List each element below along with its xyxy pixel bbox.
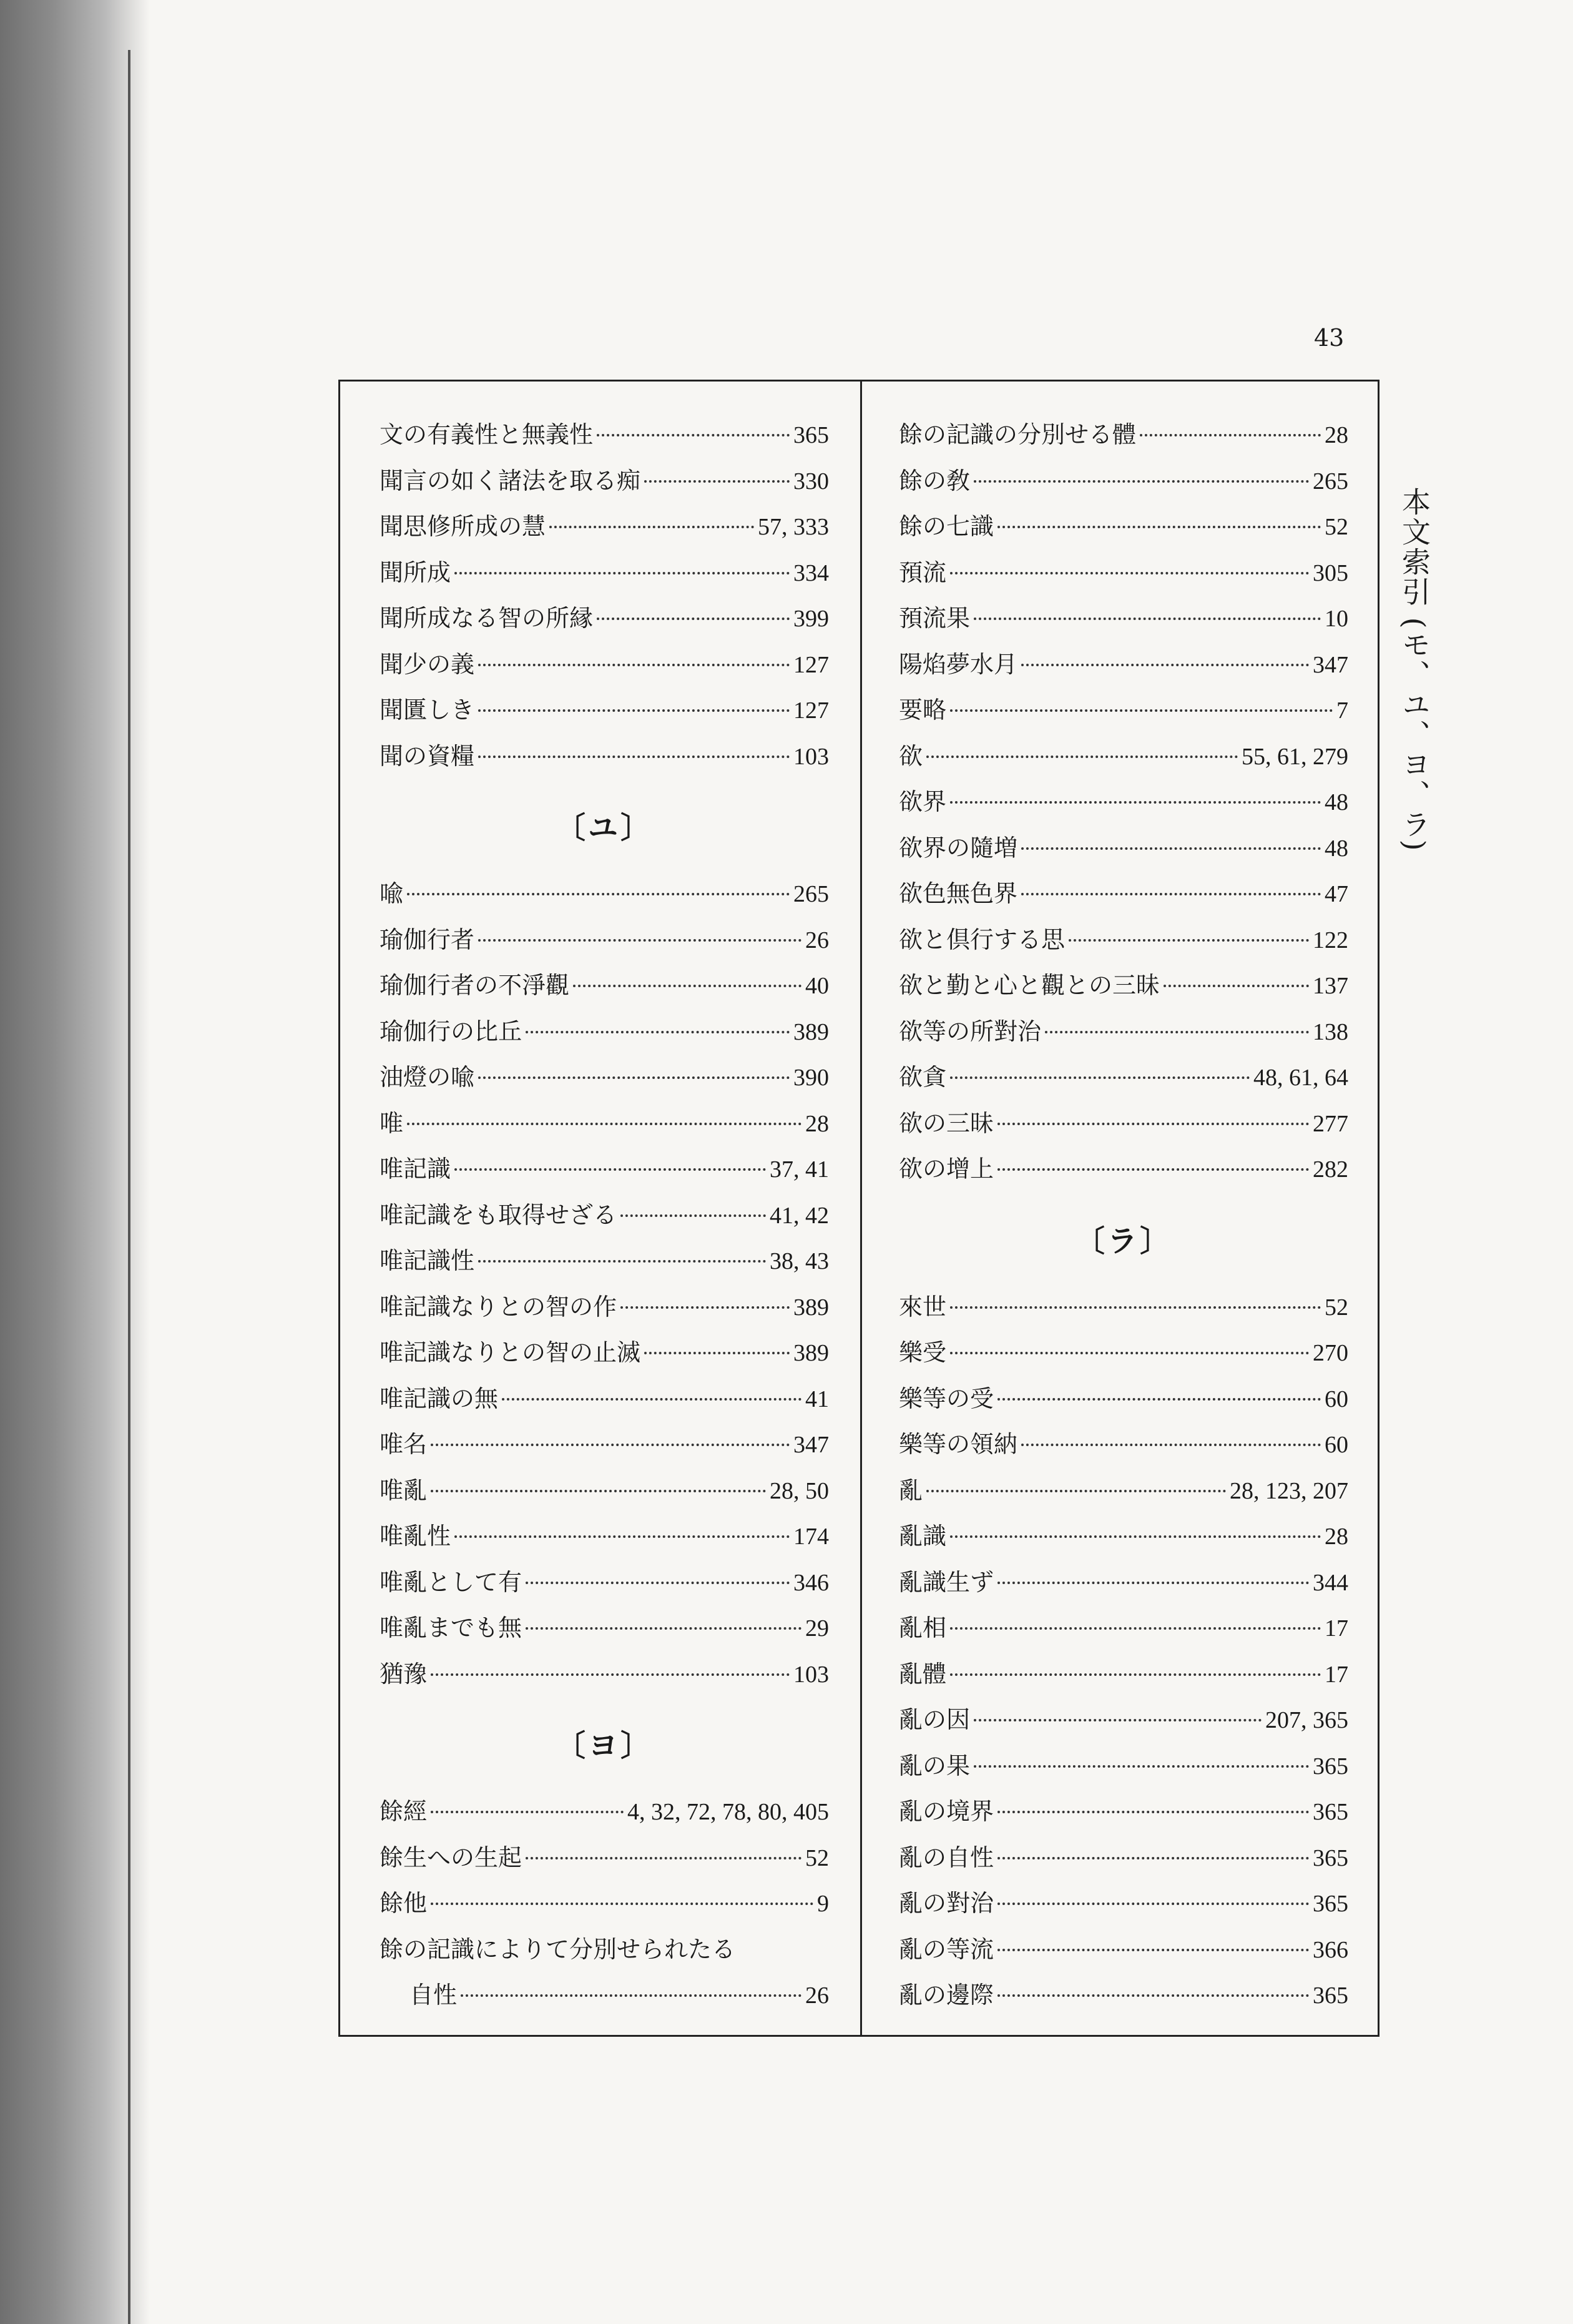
index-pages: 48 (1325, 835, 1348, 862)
leader-dots (644, 480, 790, 483)
leader-dots (950, 1673, 1321, 1676)
index-entry (380, 917, 829, 963)
index-pages: 389 (793, 1018, 829, 1045)
index-entry (380, 1835, 829, 1881)
leader-dots (478, 1260, 766, 1263)
index-pages: 365 (1313, 1753, 1348, 1780)
index-pages: 47 (1325, 881, 1348, 907)
leader-dots (950, 709, 1333, 712)
index-term: 唯記識をも取得せざる (380, 1201, 617, 1229)
leader-dots (1021, 893, 1321, 895)
index-pages: 103 (793, 743, 829, 770)
leader-dots (974, 1765, 1309, 1768)
leader-dots (1164, 985, 1309, 987)
index-entry (899, 596, 1348, 642)
leader-dots (1021, 664, 1309, 666)
index-pages: 127 (793, 697, 829, 724)
index-entry (380, 1468, 829, 1514)
index-pages: 29 (805, 1615, 829, 1642)
index-pages: 41 (805, 1386, 829, 1412)
index-term: 喩 (380, 880, 404, 907)
index-entry (899, 1789, 1348, 1835)
index-entry (899, 504, 1348, 550)
index-entry (899, 1560, 1348, 1606)
index-entry (899, 1009, 1348, 1055)
index-pages: 4, 32, 72, 78, 80, 405 (627, 1799, 829, 1825)
leader-dots (431, 1673, 790, 1676)
index-entry (380, 1146, 829, 1193)
index-term: 唯 (380, 1109, 404, 1137)
index-pages: 346 (793, 1569, 829, 1596)
section-heading-yu-text: 〔ユ〕 (555, 810, 653, 845)
index-entry (899, 1514, 1348, 1560)
leader-dots (454, 572, 790, 574)
index-entry (899, 550, 1348, 596)
index-pages: 137 (1313, 973, 1348, 999)
index-term: 餘經 (380, 1798, 428, 1825)
index-entry (380, 1193, 829, 1239)
index-pages: 277 (1313, 1110, 1348, 1137)
index-term: 聞思修所成の慧 (380, 513, 546, 540)
index-pages: 55, 61, 279 (1242, 743, 1348, 770)
index-pages: 127 (793, 651, 829, 678)
index-term: 欲 (899, 742, 923, 770)
index-pages: 37, 41 (770, 1156, 829, 1183)
index-term: 瑜伽行者の不淨觀 (380, 972, 570, 999)
index-term: 欲の三昧 (899, 1109, 994, 1137)
index-term: 樂受 (899, 1339, 947, 1366)
index-term: 樂等の領納 (899, 1430, 1018, 1458)
index-entry (899, 412, 1348, 458)
leader-dots (431, 1444, 790, 1446)
index-term: 欲界 (899, 788, 947, 815)
index-entry (899, 963, 1348, 1009)
index-entry (899, 1284, 1348, 1331)
index-term: 欲と勤と心と觀との三昧 (899, 972, 1160, 999)
index-term: 亂の因 (899, 1706, 971, 1733)
index-pages: 365 (1313, 1891, 1348, 1917)
leader-dots (997, 526, 1321, 528)
index-term: 瑜伽行者 (380, 925, 475, 953)
index-term: 來世 (899, 1292, 947, 1321)
leader-dots (950, 572, 1309, 574)
index-frame-top-rule (338, 380, 1379, 382)
index-pages: 389 (793, 1340, 829, 1366)
index-pages: 122 (1313, 927, 1348, 953)
index-entry (380, 1009, 829, 1055)
binding-gutter (0, 0, 150, 2324)
index-term: 唯記識の無 (380, 1384, 499, 1412)
index-entry (899, 1101, 1348, 1147)
index-term: 欲貪 (899, 1063, 947, 1091)
leader-dots (950, 1627, 1321, 1630)
index-pages: 347 (1313, 651, 1348, 678)
leader-dots (997, 1994, 1309, 1997)
index-term: 餘他 (380, 1889, 428, 1917)
leader-dots (431, 1903, 813, 1905)
index-pages: 52 (1325, 514, 1348, 540)
side-title: 本文索引 (モ、ユ、ヨ、ラ) (1398, 487, 1431, 852)
leader-dots (1069, 939, 1309, 942)
leader-dots (974, 1719, 1262, 1721)
leader-dots (950, 1076, 1250, 1079)
index-pages: 282 (1313, 1156, 1348, 1183)
index-term: 唯記識性 (380, 1247, 475, 1274)
leader-dots (502, 1398, 801, 1401)
leader-dots (478, 939, 801, 942)
index-pages: 9 (817, 1891, 829, 1917)
index-entry (380, 1055, 829, 1101)
index-pages: 174 (793, 1524, 829, 1550)
index-pages: 138 (1313, 1018, 1348, 1045)
index-pages: 41, 42 (770, 1202, 829, 1229)
index-term: 唯名 (380, 1430, 428, 1458)
section-heading-ra (899, 1193, 1348, 1284)
leader-dots (549, 526, 754, 528)
index-entry (380, 458, 829, 505)
index-pages: 389 (793, 1294, 829, 1321)
leader-dots (1045, 1031, 1309, 1033)
index-term: 瑜伽行の比丘 (380, 1017, 522, 1045)
leader-dots (997, 1903, 1309, 1905)
leader-dots (454, 1535, 790, 1538)
index-term: 唯亂までも無 (380, 1614, 522, 1642)
right-column (899, 412, 1348, 2019)
index-term: 餘の記識の分別せる體 (899, 421, 1137, 448)
index-entry (380, 871, 829, 917)
index-term: 餘の七識 (899, 513, 994, 540)
leader-dots (431, 1811, 624, 1813)
index-entry (380, 1789, 829, 1835)
index-term: 預流果 (899, 604, 971, 632)
index-pages: 28, 50 (770, 1477, 829, 1504)
index-term: 亂體 (899, 1660, 947, 1688)
index-entry (899, 871, 1348, 917)
index-entry (380, 963, 829, 1009)
index-term: 欲と倶行する思 (899, 925, 1066, 953)
index-term: 亂 (899, 1476, 923, 1504)
index-pages: 26 (805, 927, 829, 953)
index-term: 亂の自性 (899, 1843, 994, 1871)
index-entry (899, 1697, 1348, 1743)
index-pages: 265 (793, 881, 829, 907)
section-heading-yu (380, 779, 829, 871)
leader-dots (620, 1306, 790, 1309)
index-entry (899, 1743, 1348, 1790)
leader-dots (950, 801, 1321, 804)
leader-dots (526, 1031, 790, 1033)
leader-dots (526, 1582, 790, 1584)
leader-dots (926, 1490, 1226, 1492)
index-term: 唯亂性 (380, 1522, 451, 1550)
index-entry (380, 1238, 829, 1284)
leader-dots (926, 756, 1238, 758)
mo-tail-list (380, 412, 829, 779)
index-entry (899, 1422, 1348, 1468)
leader-dots (620, 1214, 766, 1217)
yo-continued-list (899, 412, 1348, 1193)
index-pages: 38, 43 (770, 1248, 829, 1274)
leader-dots (454, 1168, 766, 1171)
index-entry (380, 734, 829, 780)
index-pages: 365 (1313, 1799, 1348, 1825)
index-pages: 366 (1313, 1936, 1348, 1963)
index-entry (380, 1514, 829, 1560)
index-term: 欲等の所對治 (899, 1017, 1042, 1045)
yo-list (380, 1789, 829, 1927)
index-pages: 17 (1325, 1615, 1348, 1642)
index-entry (380, 596, 829, 642)
leader-dots (974, 480, 1309, 483)
page-number: 43 (1314, 324, 1345, 352)
leader-dots (478, 756, 790, 758)
leader-dots (997, 1857, 1309, 1859)
index-pages: 52 (1325, 1294, 1348, 1321)
index-term: 油燈の喩 (380, 1063, 475, 1091)
index-pages: 265 (1313, 468, 1348, 495)
index-entry (380, 1422, 829, 1468)
index-entry (380, 550, 829, 596)
index-pages: 365 (1313, 1844, 1348, 1871)
index-term: 聞匱しき (380, 696, 475, 724)
index-entry (380, 642, 829, 688)
index-entry (899, 687, 1348, 734)
index-pages: 60 (1325, 1386, 1348, 1412)
index-pages: 28, 123, 207 (1230, 1477, 1348, 1504)
index-term: 餘の敎 (899, 466, 971, 495)
index-pages: 28 (1325, 1524, 1348, 1550)
index-entry (380, 1560, 829, 1606)
index-entry-wrapped-first-line: 餘の記識によりて分別せられたる (380, 1935, 736, 1963)
index-entry (899, 1652, 1348, 1698)
index-term: 亂識 (899, 1522, 947, 1550)
index-pages: 60 (1325, 1432, 1348, 1458)
leader-dots (407, 1123, 801, 1125)
leader-dots (461, 1994, 801, 1997)
binding-edge-line (128, 50, 130, 2324)
index-entry (380, 687, 829, 734)
section-heading-yo (380, 1697, 829, 1789)
index-pages: 399 (793, 606, 829, 632)
index-entry (899, 1605, 1348, 1652)
index-entry (380, 1284, 829, 1331)
index-pages: 344 (1313, 1569, 1348, 1596)
leader-dots (597, 434, 790, 436)
leader-dots (526, 1857, 801, 1859)
section-heading-yo-text: 〔ヨ〕 (555, 1728, 653, 1763)
leader-dots (1021, 1444, 1321, 1446)
column-divider (860, 380, 862, 2036)
leader-dots (950, 1535, 1321, 1538)
leader-dots (1140, 434, 1321, 436)
section-heading-ra-text: 〔ラ〕 (1074, 1223, 1172, 1259)
index-term: 亂の境界 (899, 1798, 994, 1825)
yu-list (380, 871, 829, 1697)
index-entry (380, 1101, 829, 1147)
leader-dots (997, 1123, 1309, 1125)
index-term: 亂相 (899, 1614, 947, 1642)
index-pages: 26 (805, 1982, 829, 2009)
index-pages: 365 (1313, 1982, 1348, 2009)
index-entry (899, 779, 1348, 825)
index-term: 聞少の義 (380, 650, 475, 678)
index-pages: 10 (1325, 606, 1348, 632)
index-entry-wrapped-second-line (380, 1972, 829, 2019)
index-term: 猶豫 (380, 1660, 428, 1688)
index-term: 餘生への生起 (380, 1843, 522, 1871)
index-entry (380, 1605, 829, 1652)
index-entry (899, 1146, 1348, 1193)
index-pages: 330 (793, 468, 829, 495)
index-pages: 103 (793, 1661, 829, 1688)
ra-list (899, 1284, 1348, 2019)
index-pages: 207, 365 (1265, 1707, 1348, 1733)
leader-dots (997, 1582, 1309, 1584)
leader-dots (597, 618, 790, 620)
index-entry (899, 1835, 1348, 1881)
leader-dots (950, 1352, 1309, 1354)
index-entry (899, 1927, 1348, 1973)
index-term: 聞の資糧 (380, 742, 475, 770)
index-entry (380, 1652, 829, 1698)
index-term: 唯記識なりとの智の作 (380, 1292, 617, 1321)
index-entry (899, 1881, 1348, 1927)
leader-dots (407, 893, 790, 895)
index-entry (899, 458, 1348, 505)
index-entry (380, 504, 829, 550)
index-term: 欲界の隨増 (899, 834, 1018, 862)
index-pages: 28 (805, 1110, 829, 1137)
index-term: 亂の邊際 (899, 1981, 994, 2009)
index-pages: 270 (1313, 1340, 1348, 1366)
leader-dots (478, 709, 790, 712)
index-entry (899, 1330, 1348, 1376)
index-term: 欲の增上 (899, 1155, 994, 1183)
index-entry (899, 825, 1348, 872)
leader-dots (478, 664, 790, 666)
index-term: 預流 (899, 558, 947, 586)
leader-dots (997, 1949, 1309, 1951)
index-entry (380, 1881, 829, 1927)
index-pages: 365 (793, 422, 829, 448)
index-term: 唯記識なりとの智の止滅 (380, 1339, 641, 1366)
index-pages: 57, 333 (758, 514, 829, 540)
index-term: 自性 (409, 1981, 458, 2009)
index-entry (380, 1376, 829, 1422)
index-entry (380, 1330, 829, 1376)
index-term: 聞言の如く諸法を取る痴 (380, 466, 641, 495)
leader-dots (431, 1490, 766, 1492)
index-pages: 48, 61, 64 (1253, 1065, 1348, 1091)
leader-dots (997, 1811, 1309, 1813)
index-term: 唯亂として有 (380, 1568, 522, 1596)
leader-dots (573, 985, 801, 987)
leader-dots (644, 1352, 790, 1354)
left-column (380, 412, 829, 2019)
index-entry (899, 917, 1348, 963)
index-term: 陽焰夢水月 (899, 650, 1018, 678)
index-pages: 48 (1325, 789, 1348, 815)
leader-dots (974, 618, 1321, 620)
index-term: 亂識生ず (899, 1568, 994, 1596)
index-pages: 390 (793, 1065, 829, 1091)
index-entry (899, 1055, 1348, 1101)
index-pages: 28 (1325, 422, 1348, 448)
index-entry (899, 1468, 1348, 1514)
index-pages: 305 (1313, 559, 1348, 586)
index-term: 要略 (899, 696, 947, 724)
index-entry (899, 1376, 1348, 1422)
index-pages: 52 (805, 1844, 829, 1871)
leader-dots (478, 1076, 790, 1079)
index-pages: 347 (793, 1432, 829, 1458)
index-entry (899, 1972, 1348, 2019)
leader-dots (950, 1306, 1321, 1309)
index-term: 亂の果 (899, 1751, 971, 1780)
index-term: 文の有義性と無義性 (380, 421, 594, 448)
leader-dots (997, 1168, 1309, 1171)
index-term: 亂の等流 (899, 1935, 994, 1963)
index-term: 聞所成 (380, 558, 451, 586)
index-term: 唯亂 (380, 1476, 428, 1504)
index-entry (899, 642, 1348, 688)
index-term: 唯記識 (380, 1155, 451, 1183)
index-pages: 17 (1325, 1661, 1348, 1688)
index-term: 聞所成なる智の所縁 (380, 604, 594, 632)
index-term: 亂の對治 (899, 1889, 994, 1917)
leader-dots (526, 1627, 801, 1630)
index-pages: 7 (1336, 697, 1348, 724)
leader-dots (997, 1398, 1321, 1401)
index-entry (380, 412, 829, 458)
index-pages: 40 (805, 973, 829, 999)
leader-dots (1021, 847, 1321, 850)
index-term: 欲色無色界 (899, 880, 1018, 907)
index-pages: 334 (793, 559, 829, 586)
index-entry (899, 734, 1348, 780)
index-term: 樂等の受 (899, 1384, 994, 1412)
